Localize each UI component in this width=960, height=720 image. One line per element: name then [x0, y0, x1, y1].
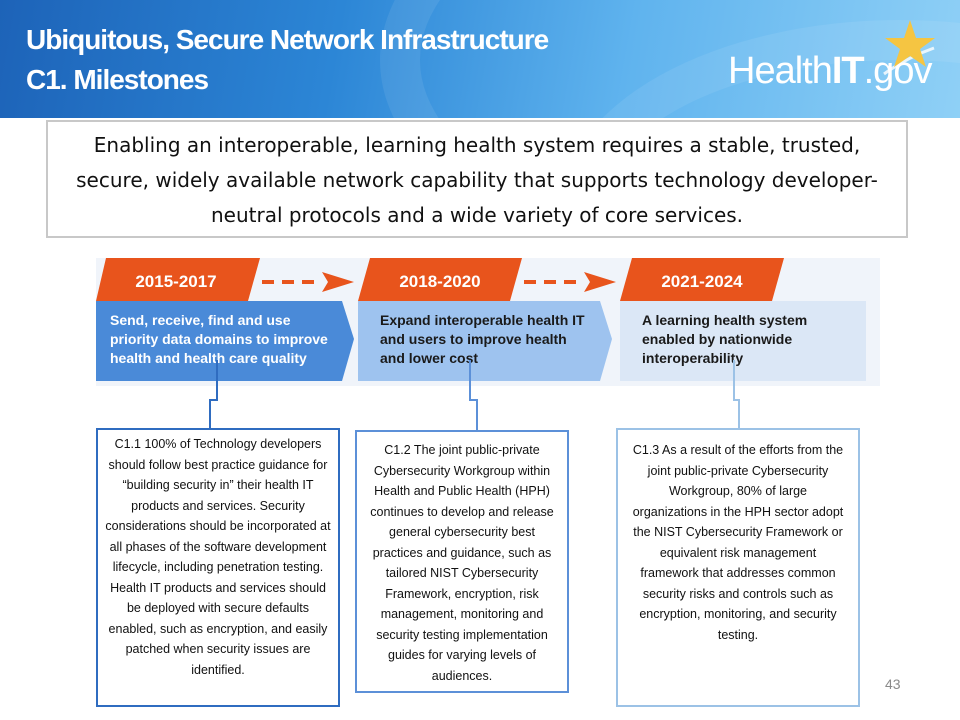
- title-line-1: Ubiquitous, Secure Network Infrastructure: [26, 24, 549, 55]
- phase-2-goal-line: and users to improve health: [380, 331, 567, 347]
- logo-health: Health: [728, 50, 832, 92]
- phase-3-period: 2021-2024: [661, 272, 743, 291]
- phase-1-goal-line: priority data domains to improve: [110, 331, 328, 347]
- star-icon: [876, 18, 938, 80]
- phase-1-goal-line: health and health care quality: [110, 350, 307, 366]
- connector-3: [734, 360, 739, 428]
- milestone-c1-2-text: C1.2 The joint public-private Cybersecurity Workgroup within Health and Public Health (HPH) continues to develop and release general cybersecurity best practices and guidance, such as tailored NIST Cybersecurity Framework, encryption, risk management, monitoring and security testing implementation guides for varying levels of audiences.: [370, 443, 554, 683]
- slide-title: [26, 20, 548, 100]
- milestone-c1-2: [355, 430, 569, 693]
- logo-gov: .gov: [863, 50, 932, 92]
- milestone-c1-1: [96, 428, 340, 707]
- slide-header: [0, 0, 960, 118]
- phase-3-goal-line: interoperability: [642, 350, 744, 366]
- milestone-c1-1-text: C1.1 100% of Technology developers should follow best practice guidance for “building security in” their health IT products and services. Security considerations should be incorporated at all phases of the software development lifecycle, including penetration testing. Health IT products and services should be deployed with secure defaults enabled, such as encryption, and easily patched when security issues are identified.: [105, 437, 331, 677]
- phase-3-goal-line: enabled by nationwide: [642, 331, 793, 347]
- connector-1: [210, 360, 217, 428]
- connector-2: [470, 360, 477, 430]
- milestone-c1-3-text: C1.3 As a result of the efforts from the joint public-private Cybersecurity Workgroup, 80% of large organizations in the HPH sector adopt the NIST Cybersecurity Framework or equivalent risk management framework that addresses common security risks and controls such as encryption, monitoring, and security testing.: [632, 443, 844, 642]
- intro-statement: [46, 120, 908, 238]
- page-number: 43: [885, 676, 901, 692]
- milestone-c1-3: [616, 428, 860, 707]
- phase-1-period: 2015-2017: [135, 272, 217, 291]
- phase-2-goal-line: and lower cost: [380, 350, 479, 366]
- phase-3-goal-line: A learning health system: [642, 312, 808, 328]
- logo-it: IT: [831, 50, 864, 92]
- phase-2-period: 2018-2020: [399, 272, 481, 291]
- phase-1-goal-line: Send, receive, find and use: [110, 312, 291, 328]
- title-line-2: C1. Milestones: [26, 64, 209, 95]
- phase-2-goal-line: Expand interoperable health IT: [380, 312, 585, 328]
- intro-text: Enabling an interoperable, learning health system requires a stable, trusted, secure, widely available network capability that supports technology developer-neutral protocols and a wide variety of core services.: [76, 133, 878, 227]
